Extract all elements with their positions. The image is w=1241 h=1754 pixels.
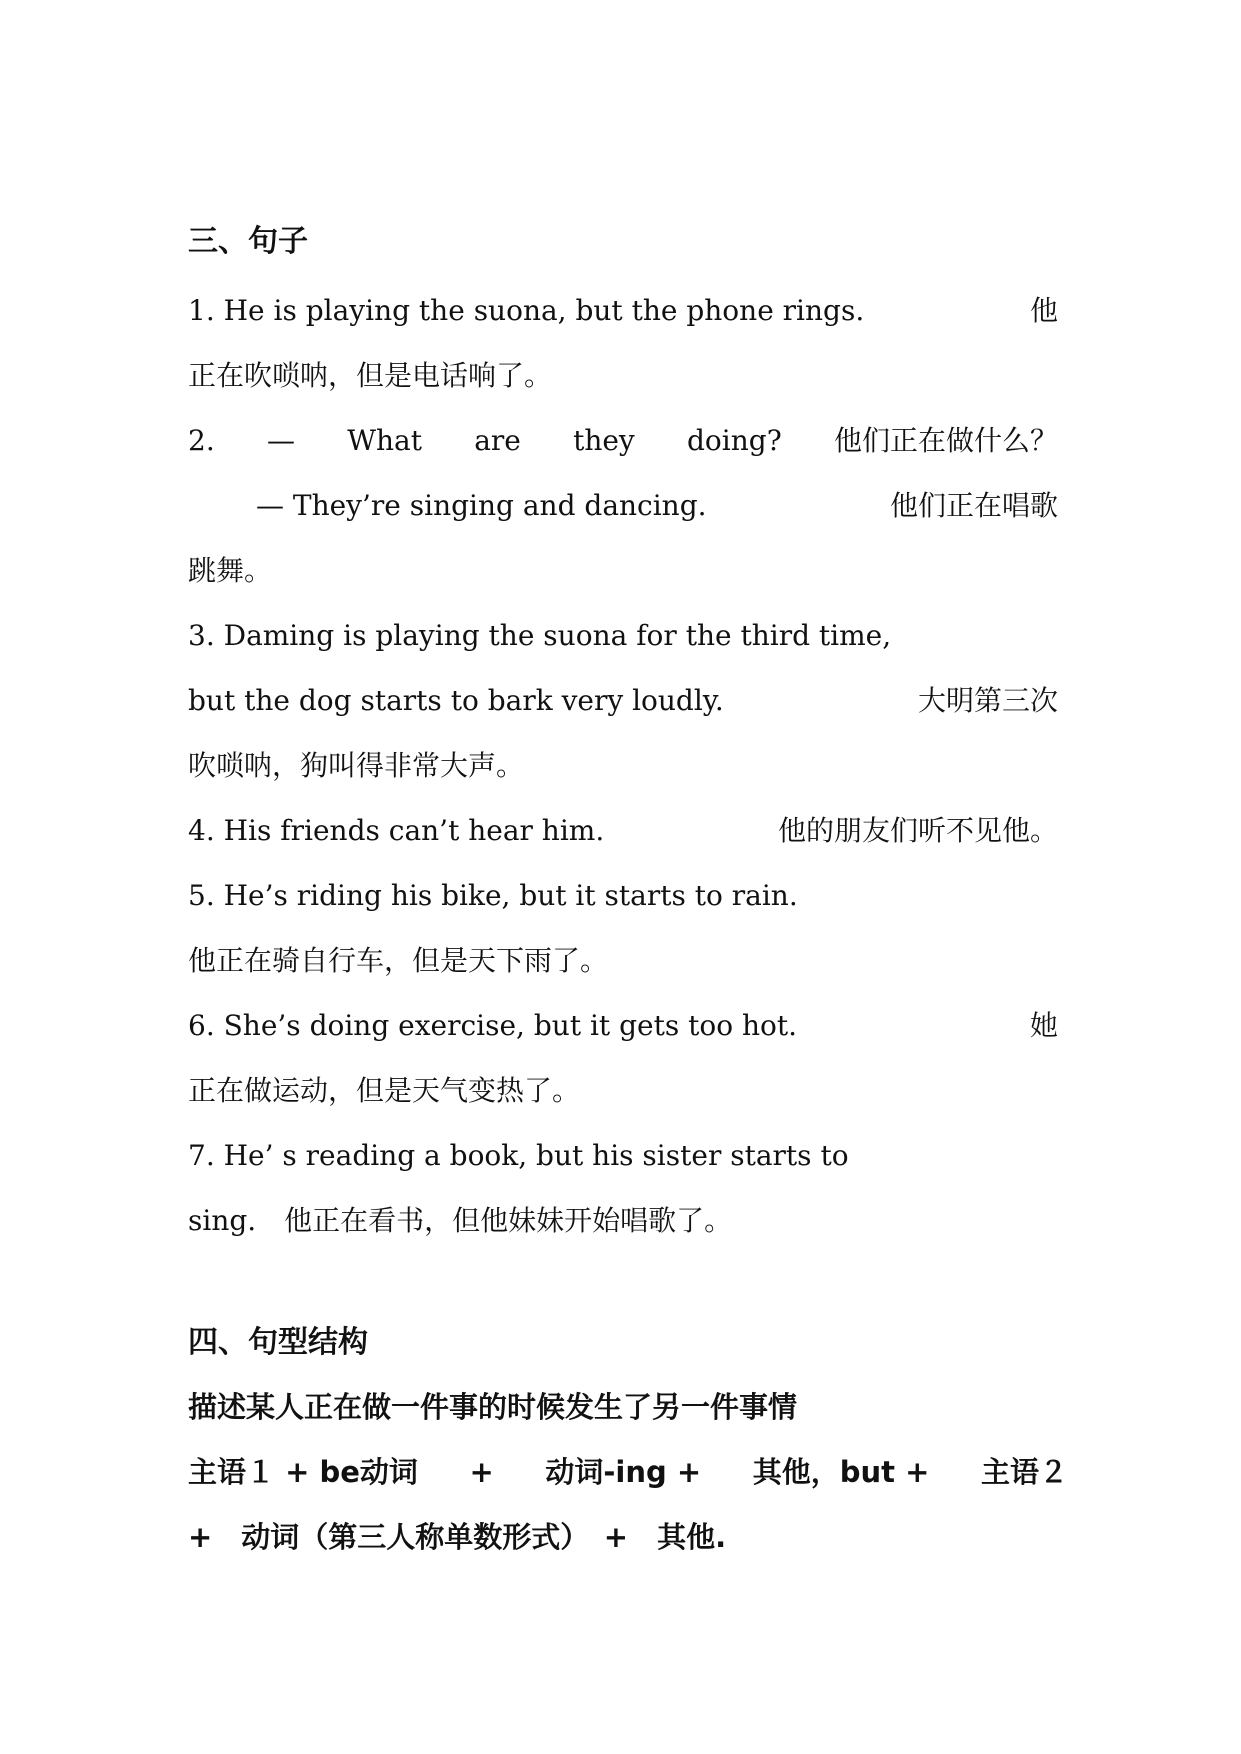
formula-part-subject1-be: 主语１ + be动词 (188, 1455, 418, 1489)
sentence-4-english: 4. His friends can’t hear him. (188, 814, 605, 847)
sentence-6-english: 6. She’s doing exercise, but it gets too hot. (188, 1009, 797, 1042)
sentence-4-chinese: 他的朋友们听不见他。 (777, 814, 1058, 847)
sentence-7-line-1: 7. He’ s reading a book, but his sister starts to (188, 1139, 849, 1172)
sentence-2-dash: — (266, 424, 295, 457)
sentence-2-question-chinese: 他们正在做什么？ (833, 424, 1058, 457)
section-heading-sentences: 三、句子 (188, 224, 308, 259)
section-heading-sentence-pattern: 四、句型结构 (188, 1325, 368, 1360)
sentence-2-answer-english: — They’re singing and dancing. (256, 489, 707, 522)
sentence-4-line-1 (188, 798, 1058, 863)
sentence-2-word-they: they (573, 424, 635, 457)
sentence-2-number: 2. (188, 424, 215, 457)
sentence-6-line-2: 正在做运动，但是天气变热了。 (188, 1074, 581, 1107)
sentence-pattern-block (188, 1375, 1068, 1570)
sentence-3-line-1: 3. Daming is playing the suona for the third time, (188, 619, 892, 652)
sentence-6-line-1 (188, 993, 1058, 1058)
formula-part-other-but: 其他，but + (752, 1455, 930, 1489)
sentence-1-line-2: 正在吹唢呐，但是电话响了。 (188, 359, 553, 392)
sentence-1-line-1 (188, 278, 1058, 343)
sentence-6-chinese-start: 她 (1029, 1009, 1058, 1042)
sentence-3-line-3: 吹唢呐，狗叫得非常大声。 (188, 749, 525, 782)
sentence-5-line-1: 5. He’s riding his bike, but it starts to rain. (188, 879, 798, 912)
pattern-description: 描述某人正在做一件事的时候发生了另一件事情 (188, 1390, 798, 1424)
pattern-formula-line-1 (188, 1440, 1068, 1505)
sentence-2-word-doing: doing? (687, 424, 782, 457)
sentence-7-line-2: sing. 他正在看书，但他妹妹开始唱歌了。 (188, 1204, 733, 1237)
formula-part-plus: + (469, 1455, 494, 1489)
sentence-2-word-what: What (347, 424, 422, 457)
sentence-1-chinese-start: 他 (1029, 294, 1058, 327)
sentence-3-chinese-start: 大明第三次 (917, 684, 1058, 717)
formula-part-subject2: 主语２ (980, 1455, 1068, 1489)
sentence-3-line-2 (188, 668, 1058, 733)
sentence-3-english-end: but the dog starts to bark very loudly. (188, 684, 724, 717)
sentence-5-line-2: 他正在骑自行车，但是天下雨了。 (188, 944, 609, 977)
formula-part-verb-ing: 动词-ing + (545, 1455, 702, 1489)
sentence-2-word-are: are (474, 424, 521, 457)
sentence-2-line-2 (188, 473, 1058, 538)
sentence-1-english: 1. He is playing the suona, but the phone rings. (188, 294, 865, 327)
sentence-2-line-1 (188, 408, 1058, 473)
sentence-list (188, 278, 1058, 1253)
sentence-2-line-3: 跳舞。 (188, 554, 273, 587)
document-page (188, 222, 1068, 1570)
pattern-formula-line-2: + 动词（第三人称单数形式） + 其他. (188, 1520, 727, 1554)
sentence-2-answer-chinese: 他们正在唱歌 (889, 489, 1058, 522)
